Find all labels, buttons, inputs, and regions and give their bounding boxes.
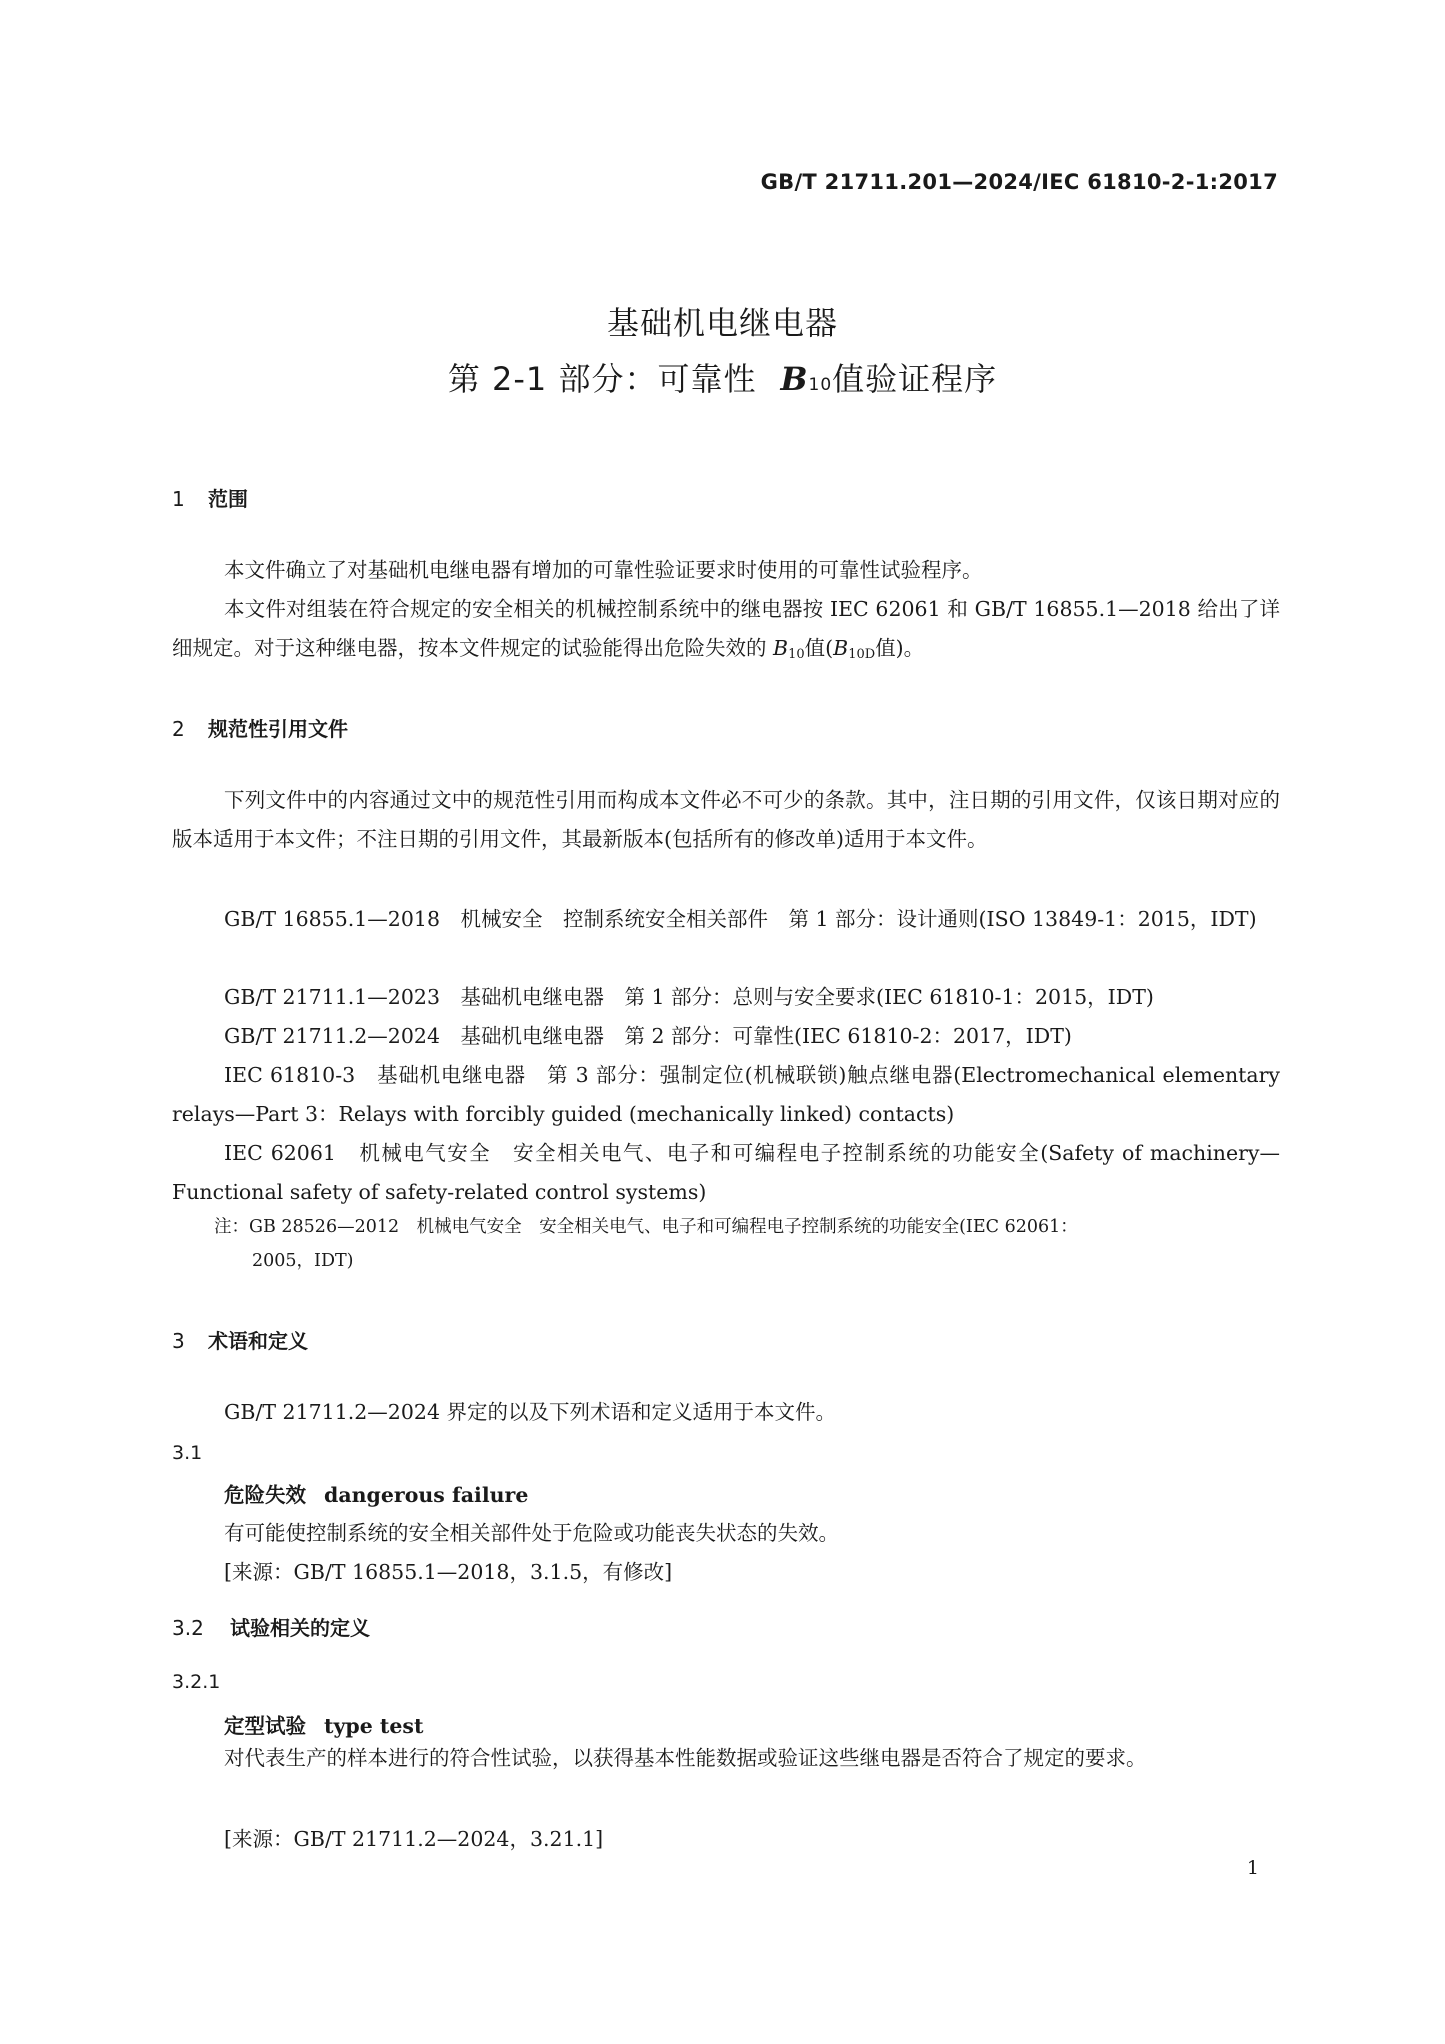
s1-p2-text-c: 值( bbox=[804, 636, 834, 660]
term-3-2-1 bbox=[224, 1709, 423, 1739]
term-3-1-source: [来源：GB/T 16855.1—2018，3.1.5，有修改] bbox=[224, 1560, 673, 1584]
reference-item: IEC 62061 机械电气安全 安全相关电气、电子和可编程电子控制系统的功能安全(Safety of machinery—Functional safety of safety-related control systems) bbox=[172, 1141, 1280, 1204]
clause-3-2-heading bbox=[172, 1612, 370, 1641]
term-3-2-1-definition: 对代表生产的样本进行的符合性试验，以获得基本性能数据或验证这些继电器是否符合了规定的要求。 bbox=[224, 1746, 1147, 1770]
section-2-number: 2 bbox=[172, 717, 185, 741]
s1-p2-b-sub: 10 bbox=[788, 647, 805, 662]
s1-p2-b-symbol: B bbox=[773, 636, 789, 660]
section-3-intro: GB/T 21711.2—2024 界定的以及下列术语和定义适用于本文件。 bbox=[224, 1400, 836, 1424]
term-3-2-1-en: type test bbox=[324, 1714, 424, 1738]
term-3-1 bbox=[224, 1478, 528, 1508]
section-3-number: 3 bbox=[172, 1329, 185, 1353]
section-1-heading bbox=[172, 483, 248, 512]
reference-item: GB/T 21711.2—2024 基础机电继电器 第 2 部分：可靠性(IEC 61810-2：2017，IDT) bbox=[224, 1024, 1072, 1048]
reference-item: IEC 61810-3 基础机电继电器 第 3 部分：强制定位(机械联锁)触点继电器(Electromechanical elementary relays—Part 3：Relays with forcibly guided (mechanically linked) contacts) bbox=[172, 1063, 1280, 1126]
title-part-suffix: 值验证程序 bbox=[832, 360, 998, 398]
term-3-1-en: dangerous failure bbox=[324, 1483, 529, 1507]
clause-3-1-number: 3.1 bbox=[172, 1442, 203, 1464]
s1-p2-text-e: 值)。 bbox=[875, 636, 925, 660]
title-b-subscript: 10 bbox=[808, 375, 833, 395]
section-2-heading bbox=[172, 713, 348, 742]
clause-3-2-title: 试验相关的定义 bbox=[230, 1616, 370, 1640]
title-b-symbol: B bbox=[780, 360, 809, 398]
section-3-title: 术语和定义 bbox=[208, 1329, 308, 1353]
document-title-line2 bbox=[0, 354, 1445, 400]
s1-p2-b10d-sub: 10D bbox=[848, 647, 876, 662]
term-3-2-1-zh: 定型试验 bbox=[224, 1714, 306, 1738]
standard-number: GB/T 21711.201—2024/IEC 61810-2-1:2017 bbox=[760, 170, 1278, 194]
section-2-intro: 下列文件中的内容通过文中的规范性引用而构成本文件必不可少的条款。其中，注日期的引用文件，仅该日期对应的版本适用于本文件；不注日期的引用文件，其最新版本(包括所有的修改单)适用于本文件。 bbox=[172, 788, 1280, 851]
reference-note bbox=[214, 1210, 1280, 1278]
reference-item: GB/T 21711.1—2023 基础机电继电器 第 1 部分：总则与安全要求(IEC 61810-1：2015，IDT) bbox=[224, 985, 1154, 1009]
document-title-line1: 基础机电继电器 bbox=[606, 304, 838, 342]
note-line-2: 2005，IDT) bbox=[252, 1251, 354, 1271]
clause-3-2-number: 3.2 bbox=[172, 1616, 204, 1640]
section-3-heading bbox=[172, 1325, 308, 1354]
section-2-title: 规范性引用文件 bbox=[208, 717, 348, 741]
section-1-paragraph-1: 本文件确立了对基础机电继电器有增加的可靠性验证要求时使用的可靠性试验程序。 bbox=[224, 558, 983, 582]
section-1-title: 范围 bbox=[208, 487, 248, 511]
s1-p2-b10d-symbol: B bbox=[833, 636, 849, 660]
reference-item: GB/T 16855.1—2018 机械安全 控制系统安全相关部件 第 1 部分：设计通则(ISO 13849-1：2015，IDT) bbox=[224, 907, 1257, 931]
page-number: 1 bbox=[1246, 1857, 1259, 1879]
title-part-prefix: 第 2-1 部分：可靠性 bbox=[447, 360, 757, 398]
term-3-1-zh: 危险失效 bbox=[224, 1483, 306, 1507]
term-3-1-definition: 有可能使控制系统的安全相关部件处于危险或功能丧失状态的失效。 bbox=[224, 1521, 839, 1545]
section-1-number: 1 bbox=[172, 487, 185, 511]
clause-3-2-1-number: 3.2.1 bbox=[172, 1671, 221, 1693]
note-line-1: 注：GB 28526—2012 机械电气安全 安全相关电气、电子和可编程电子控制系统的功能安全(IEC 62061： bbox=[214, 1217, 1078, 1237]
section-1-paragraph-2 bbox=[172, 590, 1280, 674]
s1-p2-text-a: 本文件对组装在符合规定的安全相关的机械控制系统中的继电器按 IEC 62061 和 GB/T 16855.1—2018 给出了详细规定。对于这种继电器，按本文件规定的试验能得出危险失效的 bbox=[172, 597, 1280, 660]
term-3-2-1-source: [来源：GB/T 21711.2—2024，3.21.1] bbox=[224, 1827, 604, 1851]
